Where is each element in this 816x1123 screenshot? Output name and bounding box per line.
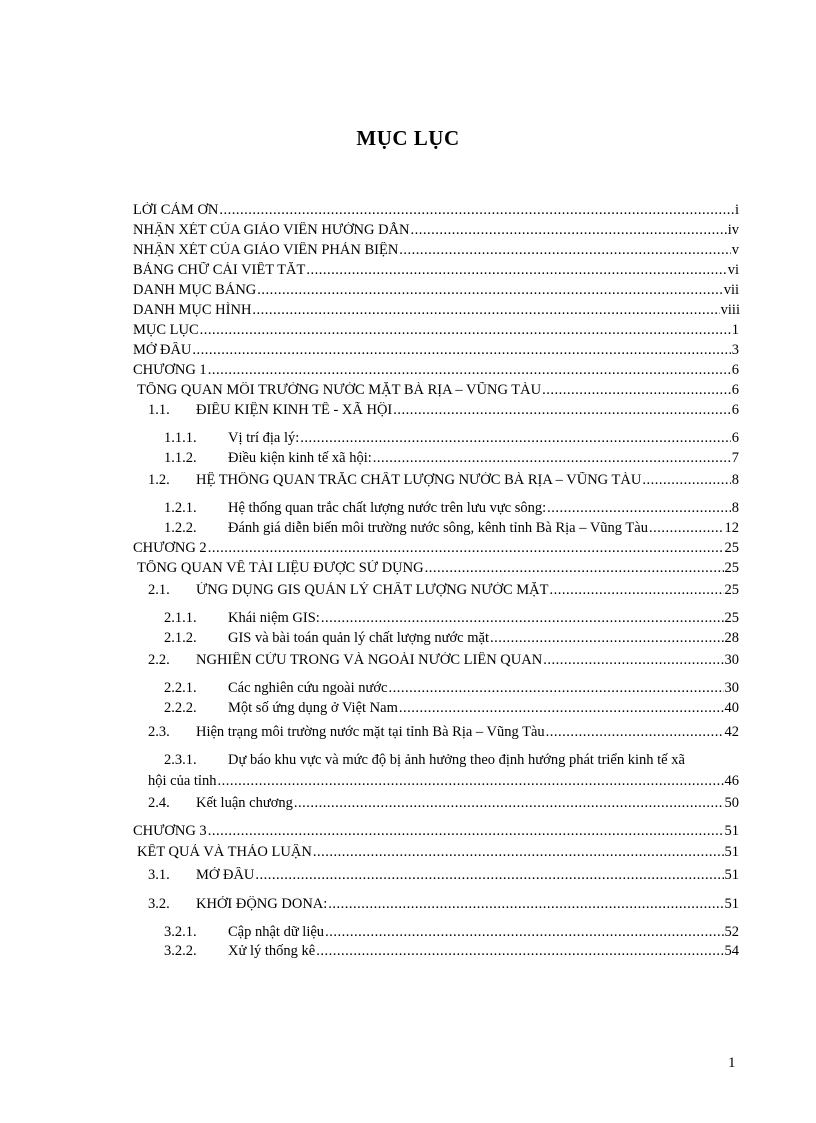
- toc-leader: [649, 520, 724, 537]
- toc-label: Cập nhật dữ liệu: [228, 924, 325, 940]
- toc-label: ỨNG DỤNG GIS QUẢN LÝ CHẤT LƯỢNG NƯỚC MẶT: [196, 582, 549, 598]
- toc-label: Các nghiên cứu ngoài nước: [228, 680, 388, 696]
- toc-page: 40: [724, 700, 739, 716]
- toc-entry[interactable]: [148, 773, 739, 790]
- toc-label: DANH MỤC BẢNG: [133, 282, 257, 298]
- toc-page: 12: [724, 520, 739, 536]
- toc-leader: [642, 472, 730, 489]
- toc-number: 1.2.: [148, 472, 170, 488]
- toc-number: 2.1.: [148, 582, 170, 598]
- toc-label: TỔNG QUAN VỀ TÀI LIỆU ĐƯỢC SỬ DỤNG: [137, 560, 424, 576]
- toc-page: 28: [724, 630, 739, 646]
- toc-page: viii: [720, 302, 740, 318]
- toc-label: Xử lý thống kê: [228, 943, 316, 959]
- toc-entry[interactable]: [133, 242, 739, 259]
- toc-entry[interactable]: [164, 924, 739, 941]
- toc-leader: [306, 262, 726, 279]
- toc-page: 25: [724, 582, 739, 598]
- toc-entry[interactable]: [148, 582, 739, 599]
- toc-entry[interactable]: [133, 262, 739, 279]
- toc-number: 1.1.: [148, 402, 170, 418]
- toc-number: 1.1.2.: [164, 450, 197, 466]
- toc-leader: [393, 402, 731, 419]
- toc-page: vii: [723, 282, 739, 298]
- toc-leader: [325, 924, 723, 941]
- toc-leader: [208, 540, 724, 557]
- toc-page: 6: [731, 402, 739, 418]
- toc-page: 42: [724, 724, 739, 740]
- toc-leader: [257, 282, 722, 299]
- toc-leader: [208, 823, 724, 840]
- toc-page: v: [731, 242, 739, 258]
- toc-leader: [300, 430, 730, 447]
- toc-label: ĐIỀU KIỆN KINH TẾ - XÃ HỘI: [196, 402, 393, 418]
- toc-label: Hệ thống quan trắc chất lượng nước trên lưu vực sông:: [228, 500, 547, 516]
- toc-entry[interactable]: [148, 795, 739, 812]
- toc-number: 2.3.1.: [164, 752, 197, 768]
- toc-label: CHƯƠNG 2: [133, 540, 207, 556]
- toc-leader: [328, 896, 723, 913]
- toc-number: 1.1.1.: [164, 430, 197, 446]
- toc-label: MỤC LỤC: [133, 322, 199, 338]
- toc-entry[interactable]: [133, 342, 739, 359]
- toc-leader: [543, 652, 723, 669]
- toc-leader: [542, 382, 731, 399]
- toc-page: 46: [724, 773, 739, 789]
- toc-entry[interactable]: [164, 610, 739, 627]
- toc-label: HỆ THỐNG QUAN TRẮC CHẤT LƯỢNG NƯỚC BÀ RỊA – VŨNG TÀU: [196, 472, 642, 488]
- toc-page: 51: [724, 896, 739, 912]
- toc-leader: [255, 867, 723, 884]
- toc-page: 8: [731, 472, 739, 488]
- toc-leader: [252, 302, 719, 319]
- toc-label: LỜI CẢM ƠN: [133, 202, 219, 218]
- toc-entry[interactable]: [148, 652, 739, 669]
- toc-entry[interactable]: [133, 322, 739, 339]
- toc-leader: [208, 362, 731, 379]
- toc-label: Dự báo khu vực và mức độ bị ảnh hưởng theo định hướng phát triển kinh tế xã: [228, 752, 685, 768]
- toc-page: 51: [724, 823, 739, 839]
- toc-entry[interactable]: [164, 700, 739, 717]
- toc-number: 2.4.: [148, 795, 170, 811]
- toc-entry[interactable]: [133, 540, 739, 557]
- toc-number: 3.2.2.: [164, 943, 197, 959]
- toc-page: 52: [724, 924, 739, 940]
- toc-page: 6: [731, 362, 739, 378]
- toc-label: Một số ứng dụng ở Việt Nam: [228, 700, 398, 716]
- toc-label: NHẬN XÉT CỦA GIÁO VIÊN HƯỚNG DẪN: [133, 222, 410, 238]
- toc-entry[interactable]: [164, 630, 739, 647]
- toc-leader: [490, 630, 724, 647]
- toc-page: 6: [731, 430, 739, 446]
- toc-label: GIS và bài toán quản lý chất lượng nước mặt: [228, 630, 489, 646]
- toc-label: Khái niệm GIS:: [228, 610, 320, 626]
- toc-label: CHƯƠNG 1: [133, 362, 207, 378]
- toc-entry[interactable]: [148, 724, 739, 741]
- toc-page: 30: [724, 680, 739, 696]
- toc-page: 7: [731, 450, 739, 466]
- toc-leader: [546, 724, 724, 741]
- toc-entry[interactable]: [137, 382, 739, 399]
- toc-number: 2.3.: [148, 724, 170, 740]
- toc-leader: [217, 773, 723, 790]
- toc-label: MỞ ĐẦU: [196, 867, 255, 883]
- page-number: 1: [728, 1055, 736, 1071]
- toc-entry[interactable]: [164, 500, 739, 517]
- toc-entry[interactable]: [133, 222, 739, 239]
- toc-leader: [294, 795, 724, 812]
- page-title: MỤC LỤC: [356, 126, 460, 150]
- toc-leader: [373, 450, 731, 467]
- toc-entry[interactable]: [164, 680, 739, 697]
- toc-entry[interactable]: [133, 202, 739, 219]
- toc-label: NHẬN XÉT CỦA GIÁO VIÊN PHẢN BIỆN: [133, 242, 399, 258]
- toc-label: MỞ ĐẦU: [133, 342, 192, 358]
- toc-label: CHƯƠNG 3: [133, 823, 207, 839]
- toc-page: 3: [731, 342, 739, 358]
- toc-leader: [321, 610, 724, 627]
- toc-leader: [547, 500, 731, 517]
- toc-number: 2.2.2.: [164, 700, 197, 716]
- toc-number: 2.1.2.: [164, 630, 197, 646]
- toc-entry[interactable]: [148, 402, 739, 419]
- toc-leader: [425, 560, 724, 577]
- toc-label: NGHIÊN CỨU TRONG VÀ NGOÀI NƯỚC LIÊN QUAN: [196, 652, 543, 668]
- toc-number: 3.1.: [148, 867, 170, 883]
- toc-label: TỔNG QUAN MÔI TRƯỜNG NƯỚC MẶT BÀ RỊA – VŨNG TÀU: [137, 382, 542, 398]
- toc-entry[interactable]: [164, 752, 739, 769]
- toc-entry[interactable]: [164, 943, 739, 960]
- toc-label: hội của tỉnh: [148, 773, 217, 789]
- toc-number: 2.2.1.: [164, 680, 197, 696]
- toc-number: 2.2.: [148, 652, 170, 668]
- toc-entry[interactable]: [148, 867, 739, 884]
- toc-page: 30: [724, 652, 739, 668]
- toc-number: 1.2.1.: [164, 500, 197, 516]
- toc-label: DANH MỤC HÌNH: [133, 302, 252, 318]
- toc-page: 8: [731, 500, 739, 516]
- toc-leader: [388, 680, 723, 697]
- toc-entry[interactable]: [133, 302, 740, 319]
- toc-leader: [399, 242, 730, 259]
- toc-label: BẢNG CHỮ CÁI VIẾT TẮT: [133, 262, 306, 278]
- toc-leader: [200, 322, 731, 339]
- toc-label: Vị trí địa lý:: [228, 430, 300, 446]
- toc-number: 2.1.1.: [164, 610, 197, 626]
- toc-page: 1: [731, 322, 739, 338]
- toc-number: 3.2.: [148, 896, 170, 912]
- toc-entry[interactable]: [148, 472, 739, 489]
- toc-page: 25: [724, 560, 739, 576]
- toc-entry[interactable]: [133, 362, 739, 379]
- toc-entry[interactable]: [133, 823, 739, 840]
- toc-label: Đánh giá diễn biến môi trường nước sông, kênh tỉnh Bà Rịa – Vũng Tàu: [228, 520, 648, 536]
- toc-leader: [399, 700, 724, 717]
- toc-leader: [411, 222, 727, 239]
- toc-page: 54: [724, 943, 739, 959]
- toc-leader: [219, 202, 734, 219]
- toc-leader: [313, 844, 724, 861]
- toc-entry[interactable]: [164, 450, 739, 467]
- toc-label: KẾT QUẢ VÀ THẢO LUẬN: [137, 844, 312, 860]
- toc-entry[interactable]: [164, 520, 739, 537]
- toc-number: 3.2.1.: [164, 924, 197, 940]
- toc-page: i: [734, 202, 739, 218]
- toc-entry[interactable]: [137, 560, 739, 577]
- toc-entry[interactable]: [133, 282, 739, 299]
- toc-page: iv: [727, 222, 739, 238]
- toc-page: 50: [724, 795, 739, 811]
- toc-entry[interactable]: [164, 430, 739, 447]
- toc-leader: [316, 943, 723, 960]
- toc-page: 51: [724, 844, 739, 860]
- toc-label: KHỞI ĐỘNG DONA:: [196, 896, 328, 912]
- toc-page: 6: [731, 382, 739, 398]
- toc-page: 25: [724, 540, 739, 556]
- toc-entry[interactable]: [148, 896, 739, 913]
- toc-leader: [549, 582, 723, 599]
- toc-page: 25: [724, 610, 739, 626]
- toc-page: 51: [724, 867, 739, 883]
- toc-label: Điều kiện kinh tế xã hội:: [228, 450, 372, 466]
- toc-number: 1.2.2.: [164, 520, 197, 536]
- toc-entry[interactable]: [137, 844, 739, 861]
- toc-page: vi: [727, 262, 739, 278]
- toc-label: Kết luận chương: [196, 795, 293, 811]
- toc-leader: [192, 342, 730, 359]
- toc-label: Hiện trạng môi trường nước mặt tại tỉnh Bà Rịa – Vũng Tàu: [196, 724, 545, 740]
